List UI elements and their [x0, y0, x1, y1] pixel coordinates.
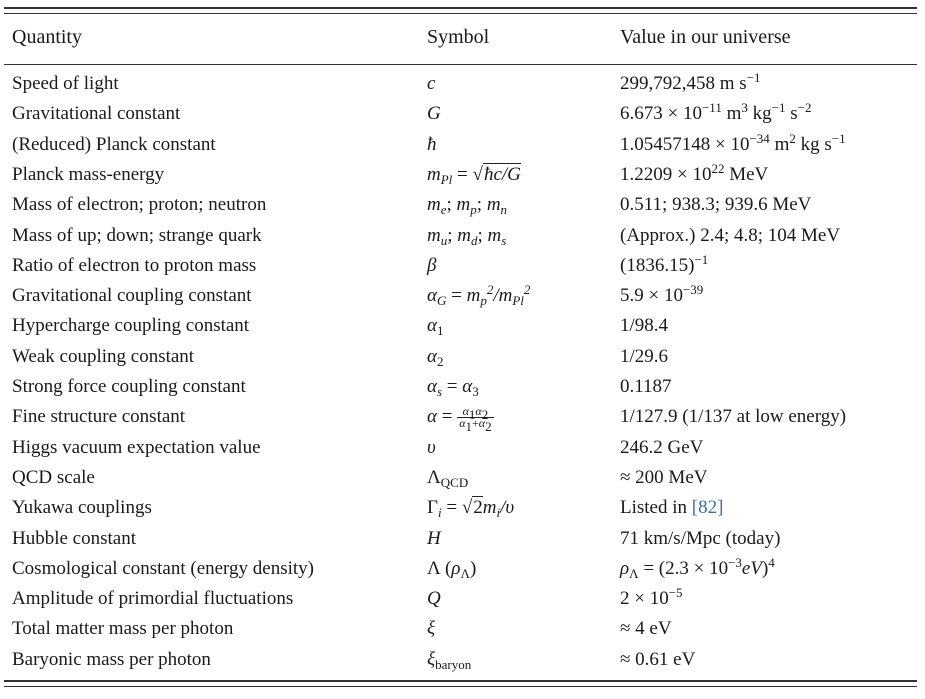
- symbol-cell: $m_{Pl}$ = √ħc/G: [427, 163, 521, 187]
- table-row: [0, 528, 925, 558]
- quantity-cell: Ratio of electron to proton mass: [12, 254, 257, 276]
- symbol-cell: $m_u$; $m_d$; $m_s$: [427, 224, 507, 248]
- value-cell: Listed in [82]: [620, 497, 724, 519]
- value-cell: ≈ 200 MeV: [620, 466, 708, 488]
- table-row: [0, 194, 925, 224]
- bottom-rule-thin: [4, 686, 917, 687]
- quantity-cell: Mass of up; down; strange quark: [12, 224, 262, 246]
- table-row: [0, 70, 925, 103]
- top-rule: [4, 7, 917, 9]
- value-cell: $1.05457148 \times 10^{-34}$ $m^2$ kg $s^{-1}$: [620, 130, 846, 155]
- quantity-cell: Hypercharge coupling constant: [12, 315, 250, 337]
- symbol-cell: $m_e$; $m_p$; $m_n$: [427, 194, 508, 218]
- value-cell: (Approx.) 2.4; 4.8; 104 MeV: [620, 224, 841, 246]
- quantity-cell: Higgs vacuum expectation value: [12, 436, 261, 458]
- symbol-cell: $\xi_{baryon}$: [427, 648, 472, 672]
- quantity-cell: Strong force coupling constant: [12, 376, 246, 397]
- symbol-cell: c: [427, 73, 436, 94]
- table-row: [0, 467, 925, 497]
- symbol-cell: υ: [427, 436, 436, 458]
- table-row: [0, 406, 925, 436]
- symbol-cell: $\Gamma_i = √2m_i/\upsilon$: [427, 497, 515, 521]
- table-row: [0, 376, 925, 406]
- quantity-cell: Weak coupling constant: [12, 345, 195, 367]
- quantity-cell: Hubble constant: [12, 527, 137, 549]
- quantity-cell: Cosmological constant (energy density): [12, 557, 315, 579]
- symbol-cell: $\alpha_s = \alpha_3$: [427, 376, 479, 399]
- value-cell: ≈ 4 eV: [620, 618, 672, 640]
- table-row: [0, 554, 925, 588]
- table-row: [0, 346, 925, 376]
- table-row: [0, 251, 925, 285]
- quantity-cell: (Reduced) Planck constant: [12, 133, 216, 155]
- value-cell: 299,792,458 m $s^{-1}$: [620, 70, 761, 94]
- value-cell: $(1836.15)^{-1}$: [620, 251, 709, 276]
- value-cell: 71 km/s/Mpc (today): [620, 527, 781, 549]
- value-cell: $2 \times 10^{-5}$: [620, 585, 683, 610]
- symbol-cell: ξ: [427, 618, 436, 640]
- value-cell: $5.9 \times 10^{-39}$: [620, 282, 704, 307]
- quantity-cell: Fine structure constant: [12, 406, 186, 428]
- value-cell: 246.2 GeV: [620, 436, 704, 458]
- value-cell: $6.673 \times 10^{-11}$ $m^3$ $kg^{-1}$ $s^{-2}$: [620, 100, 812, 125]
- value-cell: 1/98.4: [620, 315, 669, 337]
- bottom-rule: [4, 680, 917, 682]
- value-cell: 0.511; 938.3; 939.6 MeV: [620, 194, 812, 216]
- quantity-cell: Yukawa couplings: [12, 497, 152, 519]
- symbol-cell: $\Lambda_{QCD}$: [427, 466, 469, 490]
- quantity-cell: Speed of light: [12, 73, 119, 94]
- quantity-cell: Planck mass-energy: [12, 163, 165, 185]
- symbol-cell: Q: [427, 588, 441, 610]
- quantity-cell: Baryonic mass per photon: [12, 648, 211, 670]
- table-row: [0, 100, 925, 133]
- symbol-cell: $\alpha_1$: [427, 315, 444, 339]
- header-symbol: Symbol: [427, 26, 490, 48]
- symbol-cell: β: [427, 254, 437, 276]
- symbol-cell: $\alpha_G = m_p^2/m_{Pl}^2$: [427, 282, 531, 309]
- table-row: [0, 497, 925, 527]
- table-row: [0, 130, 925, 164]
- header-value: Value in our universe: [620, 26, 791, 48]
- quantity-cell: Total matter mass per photon: [12, 618, 234, 640]
- symbol-cell: G: [427, 103, 441, 125]
- symbol-cell: Λ $(\rho_\Lambda)$: [427, 557, 477, 581]
- quantity-cell: Gravitational constant: [12, 103, 181, 125]
- symbol-cell: α = $\frac{\alpha_1\alpha_2}{\alpha_1+\alpha_2}$: [427, 404, 492, 435]
- quantity-cell: QCD scale: [12, 466, 95, 488]
- table-row: [0, 437, 925, 467]
- symbol-cell: ħ: [427, 133, 437, 155]
- value-cell: 1/29.6: [620, 345, 669, 367]
- quantity-cell: Amplitude of primordial fluctuations: [12, 588, 294, 610]
- value-cell: 0.1187: [620, 376, 672, 397]
- citation-link[interactable]: [82]: [691, 497, 724, 519]
- table-row: [0, 225, 925, 255]
- header-rule: [4, 64, 917, 65]
- top-rule-thin: [4, 13, 917, 14]
- table-row: [0, 585, 925, 618]
- value-cell: 1/127.9 (1/137 at low energy): [620, 406, 847, 428]
- value-cell: $\rho_\Lambda = (2.3 \times 10^{-3}eV)^4$: [620, 554, 775, 581]
- table-row: [0, 282, 925, 315]
- table-row: [0, 315, 925, 345]
- header-quantity: Quantity: [12, 26, 82, 48]
- quantity-cell: Gravitational coupling constant: [12, 285, 252, 307]
- table-row: [0, 160, 925, 194]
- symbol-cell: H: [427, 527, 441, 549]
- value-cell: $1.2209 \times 10^{22}$ MeV: [620, 160, 769, 185]
- quantity-cell: Mass of electron; proton; neutron: [12, 194, 267, 216]
- value-cell: ≈ 0.61 eV: [620, 648, 696, 670]
- table-row: [0, 618, 925, 648]
- symbol-cell: $\alpha_2$: [427, 345, 444, 369]
- table-row: [0, 649, 925, 679]
